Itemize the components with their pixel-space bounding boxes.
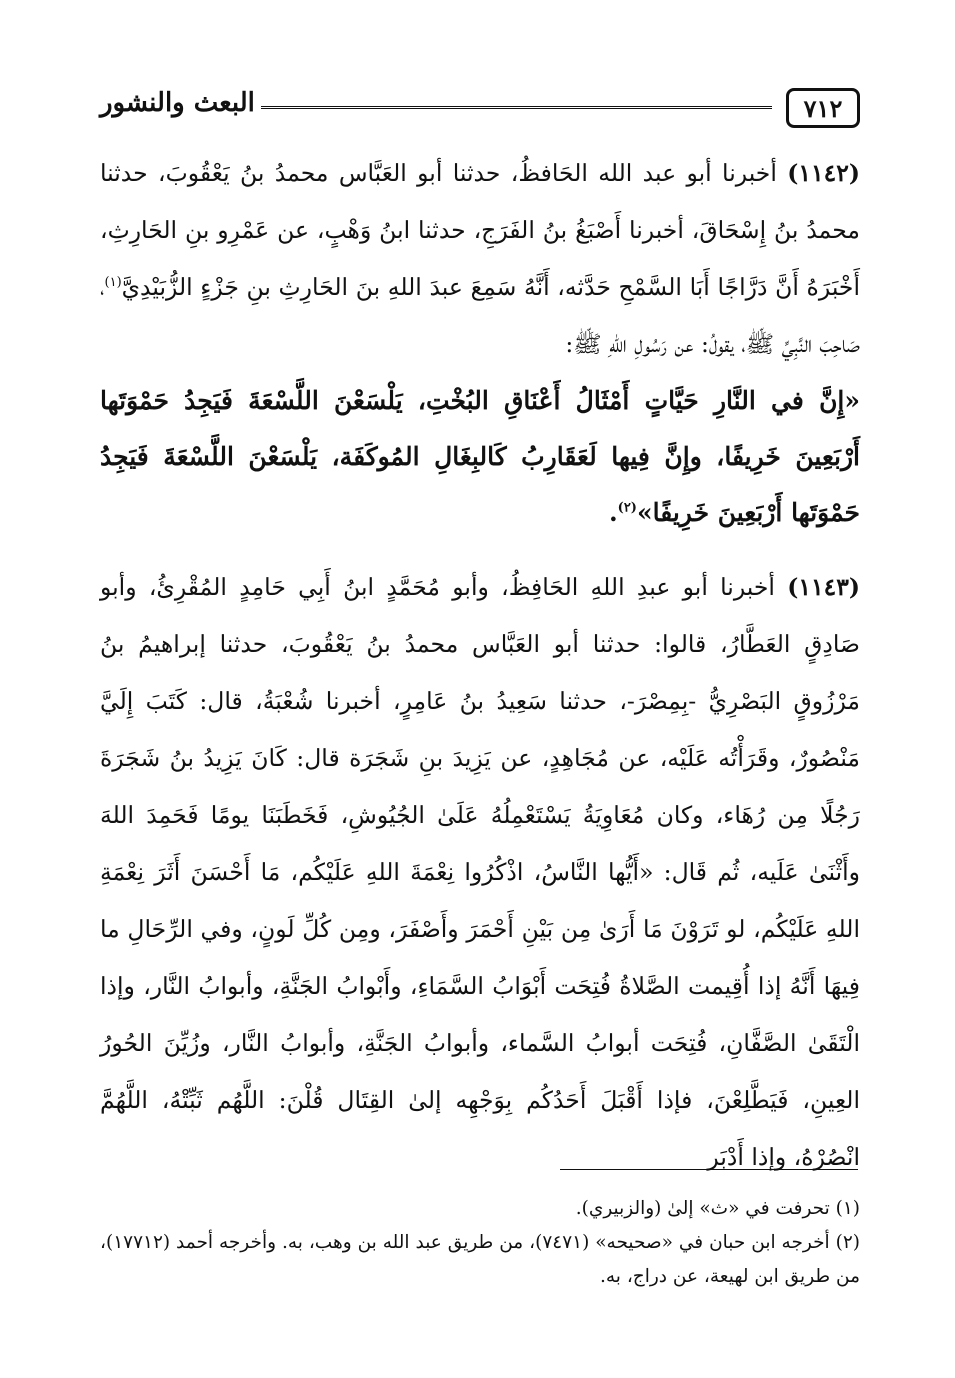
- footnote-divider: [560, 1169, 858, 1170]
- footnote-2: (٢) أخرجه ابن حبان في «صحيحه» (٧٤٧١)، من طريق عبد الله بن وهب، به. وأخرجه أحمد (١٧٧١٢)، من طريق ابن لهيعة، عن دراج، به.: [100, 1232, 860, 1287]
- running-title: البعث والنشور: [100, 88, 261, 118]
- footnote-ref: (١): [104, 275, 122, 291]
- hadith-1143: [100, 559, 860, 1186]
- footnote-1: (١) تحرفت في «ث» إلىٰ (والزبيري).: [575, 1198, 860, 1219]
- end-mark: .: [608, 498, 618, 527]
- matn-text: «إِنَّ في النَّارِ حَيَّاتٍ أَمْثَالُ أَعْنَاقِ البُخْتِ، يَلْسَعْنَ اللَّسْعَةَ فَيَجِدُ حَمْوَتَها أَرْبَعِينَ خَرِيفًا، وإِنَّ فِيها لَعَقَارِبُ كَالبِغَالِ المُوكَفَة، يَلْسَعْنَ اللَّسْعَةَ فَيَجِدُ حَمْوَتَها أَرْبَعِينَ خَرِيفًا»: [100, 386, 860, 527]
- paragraph-gap: [100, 541, 860, 559]
- hadith-1142-isnad: [100, 145, 860, 373]
- main-text: [100, 145, 860, 1186]
- hadith-text: أخبرنا أبو عبدِ اللهِ الحَافِظُ، وأبو مُحَمَّدٍ ابنُ أَبِي حَامِدٍ المُقْرِئُ، وأبو صَادِقٍ العَطَّارُ، قالوا: حدثنا أبو العَبَّاس محمدُ بنُ يَعْقُوبَ، حدثنا إبراهيمُ بنُ مَرْزُوقٍ البَصْرِيُّ -بِمِصْرَ-، حدثنا سَعِيدُ بنُ عَامِرٍ، أخبرنا شُعْبَةُ، قال: كَتَبَ إِلَيَّ مَنْصُورٌ، وقَرَأْتُه عَلَيْه، عن مُجَاهِدٍ، عن يَزِيدَ بنِ شَجَرَة قال: كَانَ يَزِيدُ بنُ شَجَرَةَ رَجُلًا مِن رُهَاء، وكان مُعَاوِيَةُ يَسْتَعْمِلُهُ عَلَىٰ الجُيُوشِ، فَخَطَبَنَا يومًا فَحَمِدَ اللهَ وأَثْنَىٰ عَلَيه، ثُم قَال: «أَيُّها النَّاسُ، اذْكُرُوا نِعْمَةَ اللهِ عَلَيْكُم، مَا أَحْسَنَ أَثَرَ نِعْمَةِ اللهِ عَلَيْكُم، لو تَرَوْنَ مَا أَرَىٰ مِن بَيْنِ أَحْمَرَ وأَصْفَرَ، ومِن كُلِّ لَونٍ، وفي الرِّحَالِ ما فِيهَا أَنَّهُ إذا أُقِيمت الصَّلاةُ فُتِحَت أَبْوَابُ السَّمَاءِ، وأَبْوابُ الجَنَّةِ، وأبوابُ النَّار، وإذا الْتَقَىٰ الصَّفَّانِ، فُتِحَت أبوابُ السَّماء، وأبوابُ الجَنَّةِ، وأبوابُ النَّار، وزُيِّنَ الحُورُ العِينِ، فَيَطَّلِعْنَ، فإذا أَقْبَلَ أَحَدُكُم بِوَجْهِه إلىٰ القِتَال قُلْنَ: اللَّهُم ثَبِّتْهُ، اللَّهُمَّ انْصُرْهُ، وإذا أَدْبَر: [100, 573, 860, 1171]
- footnote-ref: (٢): [617, 500, 637, 516]
- hadith-1142-matn: [100, 373, 860, 541]
- hadith-number: (١١٤٢): [787, 159, 860, 187]
- hadith-number: (١١٤٣): [787, 573, 860, 601]
- header-rule: [200, 106, 772, 113]
- isnad-text: أخبرنا أبو عبد الله الحَافظُ، حدثنا أبو العَبَّاس محمدُ بنُ يَعْقُوبَ، حدثنا محمدُ بنُ إِسْحَاقَ، أخبرنا أَصْبَغُ بنُ الفَرَجِ، حدثنا ابنُ وَهْبٍ، عن عَمْرِو بنِ الحَارِثِ، أَخْبَرَهُ أَنَّ دَرَّاجًا أَبَا السَّمْحِ حَدَّثه، أَنَّهُ سَمِعَ عبدَ اللهِ بنَ الحَارِثِ بنِ جَزْءٍ الزُّبَيْدِيَّ: [100, 159, 860, 301]
- isnad-end-text: ، صَاحِبَ النَّبِيِّ ﷺ، يقولُ: عن رَسُولِ اللهِ ﷺ:: [100, 273, 860, 358]
- footnotes: [100, 1192, 860, 1294]
- page-number: ٧١٢: [786, 88, 860, 128]
- page-header: [100, 86, 860, 134]
